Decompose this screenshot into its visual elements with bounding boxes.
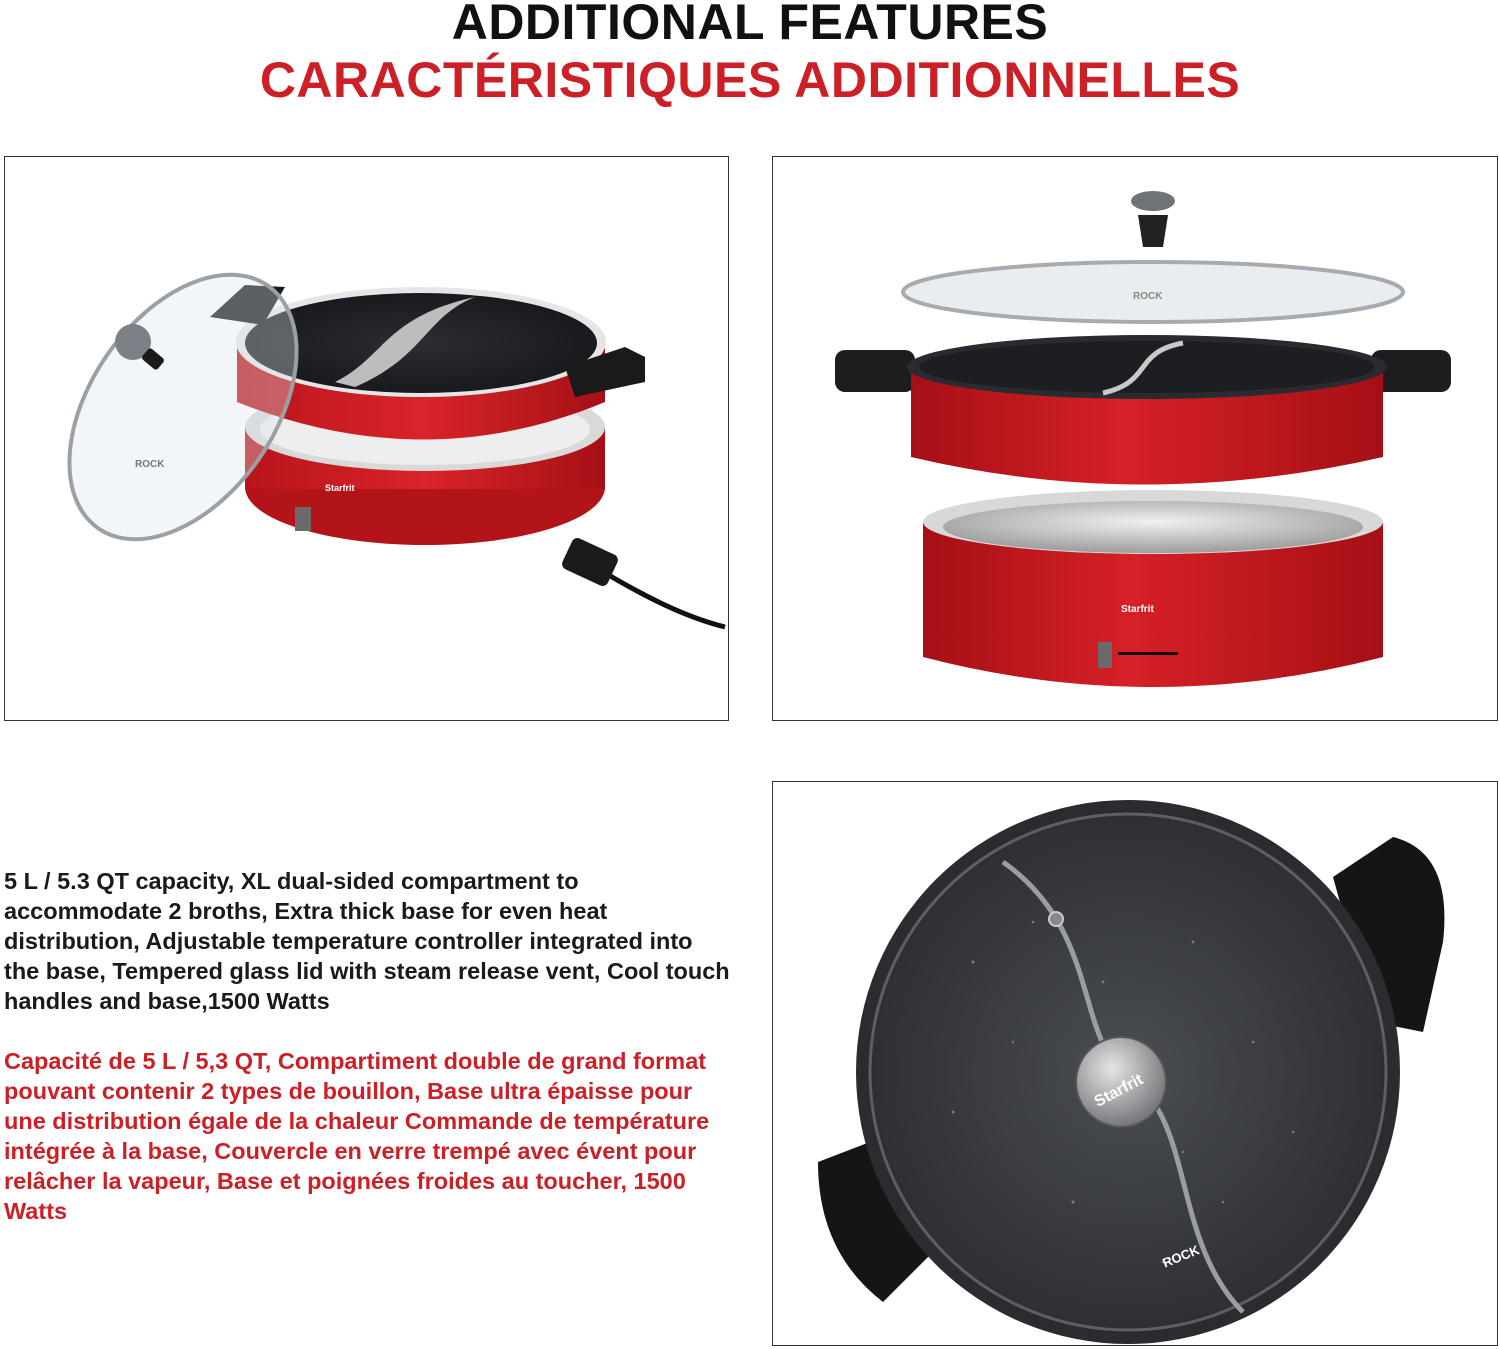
product-image-angled xyxy=(4,156,729,721)
lid-mark-text-front: ROCK xyxy=(1133,291,1163,302)
description-french: Capacité de 5 L / 5,3 QT, Compartiment double de grand format pouvant contenir 2 types de bouillon, Base ultra épaisse pour une distribution égale de la chaleur Commande de température intégrée à la base, Couvercle en verre trempé avec évent pour relâcher la vapeur, Base et poignées froides au toucher, 1500 Watts xyxy=(4,1048,710,1224)
hot-pot-top-view-illustration xyxy=(773,782,1498,1346)
base-brand-text: Starfrit xyxy=(325,483,355,493)
page-subtitle: CARACTÉRISTIQUES ADDITIONNELLES xyxy=(259,52,1241,108)
hot-pot-angled-illustration xyxy=(5,157,729,721)
base-brand-text-front: Starfrit xyxy=(1121,604,1154,615)
rim-mark-text: ROCK xyxy=(1160,1242,1202,1271)
hot-pot-exploded-illustration xyxy=(773,157,1498,721)
knob-brand-text: Starfrit xyxy=(1091,1071,1146,1111)
page-title: ADDITIONAL FEATURES xyxy=(451,0,1049,50)
product-image-top-view xyxy=(772,781,1498,1346)
product-image-exploded xyxy=(772,156,1498,721)
lid-mark-text: ROCK xyxy=(135,459,165,470)
description-english: 5 L / 5.3 QT capacity, XL dual-sided compartment to accommodate 2 broths, Extra thick base for even heat distribution, Adjustable temperature controller integrated into the base, Tempered glass lid with steam release vent, Cool touch handles and base,1500 Watts xyxy=(4,868,730,1014)
